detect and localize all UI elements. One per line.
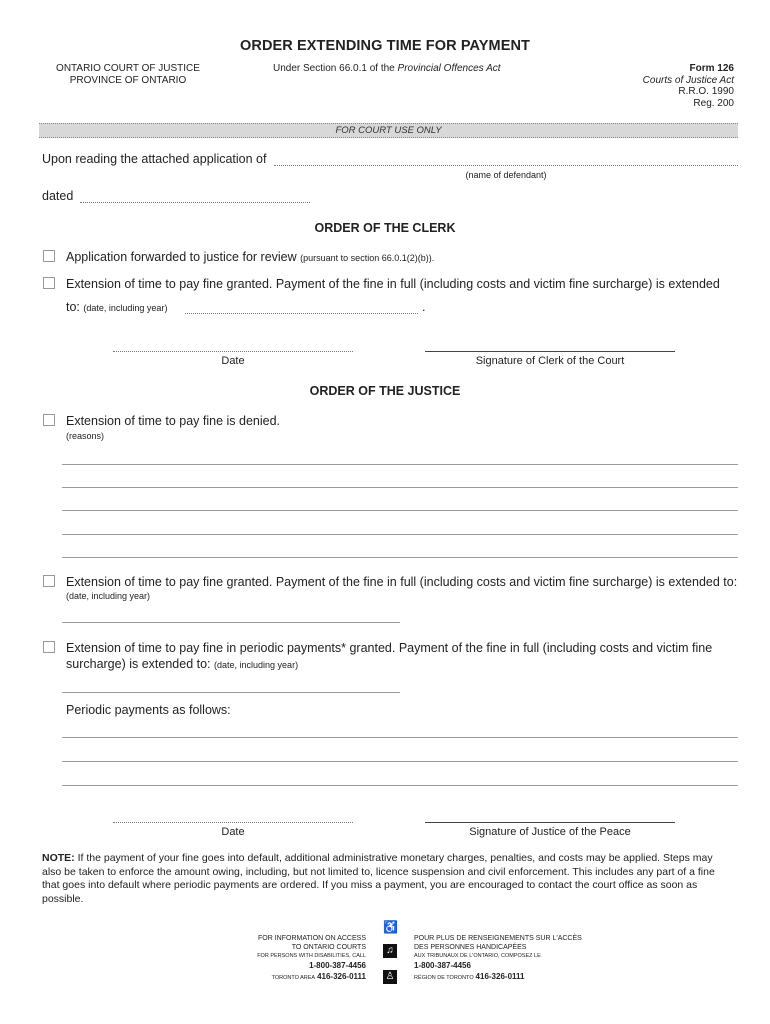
hearing-icon: ♫ bbox=[383, 944, 397, 958]
reasons-line-2[interactable] bbox=[62, 487, 738, 488]
reasons-line-4[interactable] bbox=[62, 534, 738, 535]
justice-heading: ORDER OF THE JUSTICE bbox=[309, 384, 461, 398]
form-act: Courts of Justice Act bbox=[642, 74, 734, 86]
forward-text: Application forwarded to justice for review bbox=[66, 250, 297, 264]
section-prefix: Under Section 66.0.1 of the bbox=[273, 63, 398, 74]
clerk-extension-to bbox=[66, 300, 167, 314]
periodic-text-1: Extension of time to pay fine in periodic payments* granted. Payment of the fine in full (including costs and victim fine bbox=[66, 641, 713, 655]
en-area: TORONTO AREA bbox=[271, 975, 316, 981]
reading-label: Upon reading the attached application of bbox=[42, 152, 267, 166]
periodic-line-3[interactable] bbox=[62, 785, 738, 786]
footer-english bbox=[257, 934, 366, 983]
clerk-date-caption: Date bbox=[221, 355, 245, 367]
justice-date-field[interactable] bbox=[113, 822, 353, 823]
form-rro: R.R.O. 1990 bbox=[678, 86, 734, 97]
note-text: If the payment of your fine goes into default, additional administrative monetary charges, penalties, and costs may be applied. Steps may also be taken to enforce the amount owing, including, but not limited to, licence suspension and civil enforcement. This includes any part of a fine that goes into default where periodic payments are ordered. If you miss a payment, you are encouraged to contact the court office as soon as possible. bbox=[42, 852, 715, 905]
clerk-heading: ORDER OF THE CLERK bbox=[314, 221, 456, 235]
denied-checkbox[interactable] bbox=[43, 414, 55, 426]
section-reference bbox=[273, 63, 501, 75]
form-reg: Reg. 200 bbox=[693, 97, 734, 109]
periodic-line-2[interactable] bbox=[62, 761, 738, 762]
periodic-text-line-2 bbox=[66, 657, 298, 671]
walking-icon: ♙ bbox=[383, 970, 397, 984]
court-name bbox=[40, 63, 216, 86]
periodic-text-2: surcharge) is extended to: bbox=[66, 657, 211, 671]
periodic-date-field[interactable] bbox=[62, 692, 400, 693]
footer-icons bbox=[383, 920, 397, 984]
fr-area: RÉGION DE TORONTO bbox=[414, 975, 474, 981]
section-act: Provincial Offences Act bbox=[397, 63, 501, 74]
fr-phone: 1-800-387-4456 bbox=[414, 961, 471, 970]
dated-field[interactable] bbox=[80, 202, 310, 203]
forward-to-justice-option bbox=[66, 250, 434, 264]
defendant-caption: (name of defendant) bbox=[465, 170, 547, 180]
fr-line-2: DES PERSONNES HANDICAPÉES bbox=[414, 944, 527, 951]
justice-signature-field[interactable] bbox=[425, 822, 675, 823]
fr-line-1: POUR PLUS DE RENSEIGNEMENTS SUR L'ACCÈS bbox=[414, 935, 582, 942]
wheelchair-icon: ♿ bbox=[383, 920, 398, 934]
forward-to-justice-checkbox[interactable] bbox=[43, 250, 55, 262]
justice-granted-caption: (date, including year) bbox=[66, 591, 151, 601]
periodic-follows: Periodic payments as follows: bbox=[66, 703, 231, 717]
justice-granted-checkbox[interactable] bbox=[43, 575, 55, 587]
court-line-1: ONTARIO COURT OF JUSTICE bbox=[56, 63, 200, 74]
reasons-line-1[interactable] bbox=[62, 464, 738, 465]
clerk-extension-checkbox[interactable] bbox=[43, 277, 55, 289]
footer-french bbox=[414, 934, 582, 983]
clerk-period: . bbox=[422, 300, 426, 314]
court-use-band bbox=[39, 123, 738, 138]
clerk-extension-text: Extension of time to pay fine granted. Payment of the fine in full (including costs and victim fine surcharge) is extended bbox=[66, 277, 720, 291]
court-use-label: FOR COURT USE ONLY bbox=[335, 125, 442, 136]
clerk-to-small: (date, including year) bbox=[83, 303, 168, 313]
en-line-1: FOR INFORMATION ON ACCESS bbox=[258, 935, 366, 942]
forward-small: (pursuant to section 66.0.1(2)(b)). bbox=[300, 253, 435, 263]
clerk-to-label: to: bbox=[66, 300, 80, 314]
periodic-line-1[interactable] bbox=[62, 737, 738, 738]
form-number: Form 126 bbox=[689, 63, 734, 74]
denied-text: Extension of time to pay fine is denied. bbox=[66, 414, 281, 428]
court-line-2: PROVINCE OF ONTARIO bbox=[69, 74, 187, 86]
justice-signature-caption: Signature of Justice of the Peace bbox=[469, 826, 631, 838]
fr-area-phone: 416-326-0111 bbox=[475, 972, 525, 981]
en-area-phone: 416-326-0111 bbox=[317, 972, 366, 981]
note-label: NOTE: bbox=[42, 852, 75, 864]
clerk-date-field[interactable] bbox=[113, 351, 353, 352]
clerk-signature-field[interactable] bbox=[425, 351, 675, 352]
form-title: ORDER EXTENDING TIME FOR PAYMENT bbox=[240, 38, 530, 54]
justice-granted-date-field[interactable] bbox=[62, 622, 400, 623]
periodic-checkbox[interactable] bbox=[43, 641, 55, 653]
en-line-2: TO ONTARIO COURTS bbox=[291, 944, 366, 951]
dated-label: dated bbox=[42, 189, 74, 203]
en-phone: 1-800-387-4456 bbox=[309, 961, 366, 970]
form-number-block bbox=[643, 63, 734, 109]
reasons-line-5[interactable] bbox=[62, 557, 738, 558]
reasons-caption: (reasons) bbox=[66, 431, 105, 441]
payment-note bbox=[42, 852, 734, 906]
justice-date-caption: Date bbox=[221, 826, 245, 838]
clerk-extension-date-field[interactable] bbox=[185, 313, 418, 314]
fr-line-3: AUX TRIBUNAUX DE L'ONTARIO, COMPOSEZ LE bbox=[414, 953, 541, 959]
reasons-line-3[interactable] bbox=[62, 510, 738, 511]
defendant-name-field[interactable] bbox=[274, 165, 738, 166]
en-line-3: FOR PERSONS WITH DISABILITIES, CALL bbox=[257, 953, 366, 959]
periodic-small: (date, including year) bbox=[214, 660, 299, 670]
clerk-signature-caption: Signature of Clerk of the Court bbox=[475, 355, 625, 367]
justice-granted-text: Extension of time to pay fine granted. Payment of the fine in full (including costs and victim fine surcharge) is extended to: bbox=[66, 575, 738, 589]
